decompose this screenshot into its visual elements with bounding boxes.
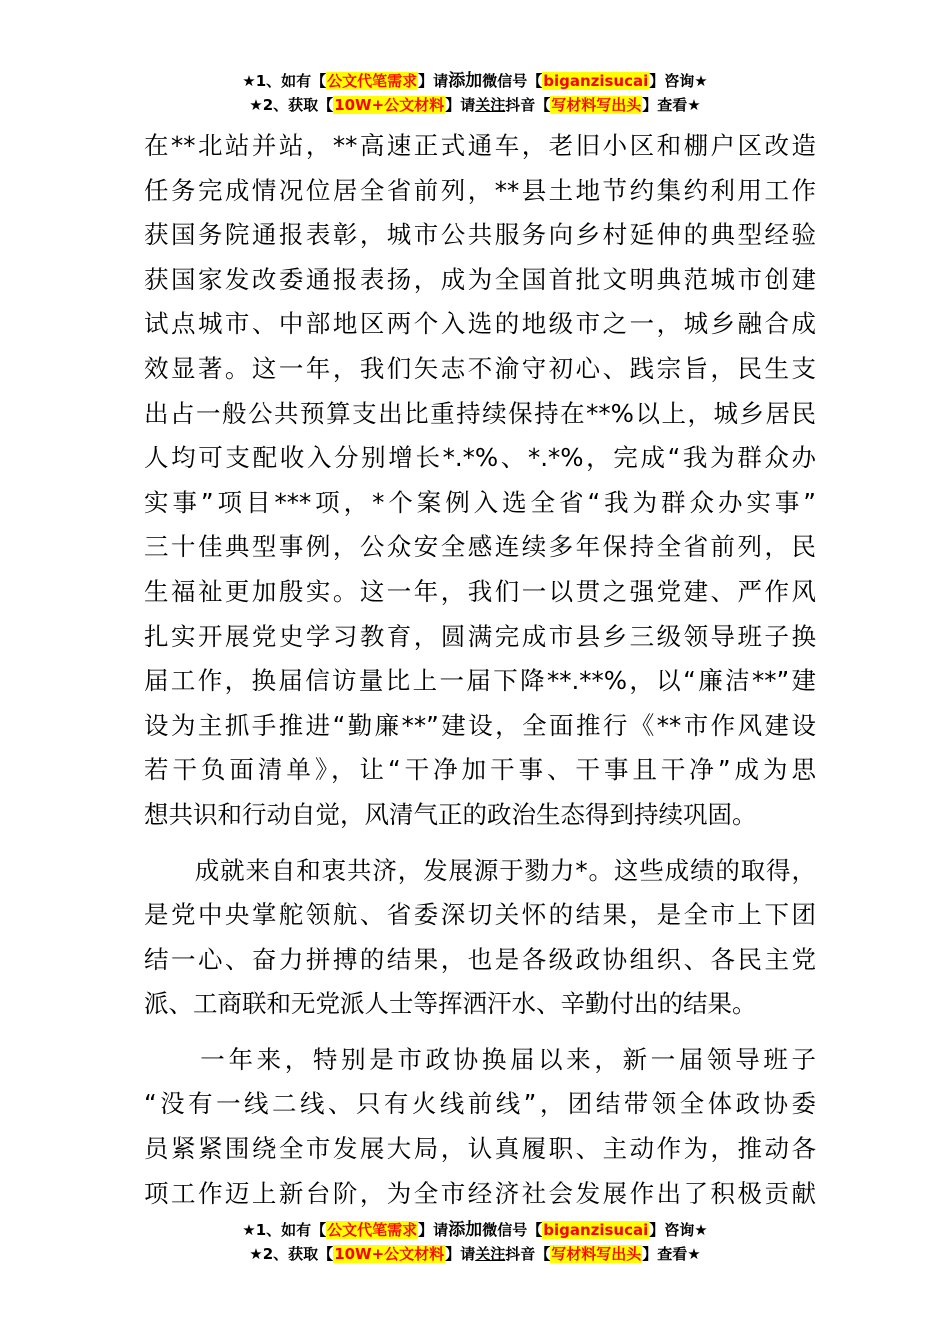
text-line: 结一心、奋力拼搏的结果，也是各级政协组织、各民主党 [144,944,816,974]
text-line: 试点城市、中部地区两个入选的地级市之一，城乡融合成 [144,309,816,339]
paragraph-spacing [144,1027,816,1038]
ad-banner-top-line2 [0,94,950,116]
text-line: 想共识和行动自觉，风清气正的政治生态得到持续巩固。 [144,799,757,829]
ad-highlight: 10W+公文材料 [334,96,445,114]
ad-banner-bottom-line2 [0,1243,950,1265]
ad-highlight: 公文代笔需求 [327,1221,418,1239]
text-line: 实事”项目***项，*个案例入选全省“我为群众办实事” [144,487,816,517]
ad-text: 微信号【 [482,1221,543,1239]
ad-emphasis: 关注 [475,96,506,114]
ad-text: 】请 [445,1245,476,1263]
text-line: 扎实开展党史学习教育，圆满完成市县乡三级领导班子换 [144,621,816,651]
ad-text: 】请 [445,96,476,114]
text-line: “没有一线二线、只有火线前线”，团结带领全体政协委 [144,1089,816,1119]
ad-highlight: 公文代笔需求 [327,72,418,90]
ad-text: 微信号【 [482,72,543,90]
text-line: 是党中央掌舵领航、省委深切关怀的结果，是全市上下团 [144,900,816,930]
text-line: 项工作迈上新台阶，为全市经济社会发展作出了积极贡献 [144,1178,816,1208]
ad-highlight: 写材料写出头 [551,1245,642,1263]
ad-text: 】请 [418,1221,449,1239]
text-line: 成就来自和衷共济，发展源于勠力*。这些成绩的取得， [144,855,816,885]
paragraph-1 [144,124,816,838]
paragraph-2 [144,849,816,1027]
ad-text: 】咨询★ [649,72,708,90]
paragraph-3 [144,1038,816,1216]
ad-text: ★2、获取【 [249,96,334,114]
ad-highlight: 写材料写出头 [551,96,642,114]
ad-highlight: biganzisucai [543,1221,649,1239]
text-line: 获国家发改委通报表扬，成为全国首批文明典范城市创建 [144,264,816,294]
text-line: 派、工商联和无党派人士等挥洒汗水、辛勤付出的结果。 [144,989,757,1019]
ad-text: 】咨询★ [649,1221,708,1239]
ad-text: 】查看★ [642,96,701,114]
ad-emphasis: 添加 [448,71,483,91]
text-line: 届工作，换届信访量比上一届下降**.**%，以“廉洁**”建 [144,666,816,696]
text-line: 获国务院通报表彰，城市公共服务向乡村延伸的典型经验 [144,220,816,250]
text-line: 在**北站并站，**高速正式通车，老旧小区和棚户区改造 [144,131,816,160]
paragraph-spacing [144,838,816,849]
ad-emphasis: 关注 [475,1245,506,1263]
ad-text: 】请 [418,72,449,90]
text-line: 三十佳典型事例，公众安全感连续多年保持全省前列，民 [144,532,816,562]
ad-text: ★2、获取【 [249,1245,334,1263]
text-line: 任务完成情况位居全省前列，**县土地节约集约利用工作 [144,175,816,205]
text-line: 人均可支配收入分别增长*.*%、*.*%，完成“我为群众办 [144,443,816,473]
ad-banner-bottom-line1 [0,1219,950,1241]
text-line: 员紧紧围绕全市发展大局，认真履职、主动作为，推动各 [144,1134,816,1164]
ad-emphasis: 添加 [448,1220,483,1240]
text-line: 出占一般公共预算支出比重持续保持在**%以上，城乡居民 [144,398,816,428]
text-line: 设为主抓手推进“勤廉**”建设，全面推行《**市作风建设 [144,710,816,740]
text-line: 生福祉更加殷实。这一年，我们一以贯之强党建、严作风 [144,576,816,606]
text-line: 一年来，特别是市政协换届以来，新一届领导班子 [144,1044,816,1074]
ad-text: 抖音【 [505,1245,551,1263]
ad-text: 抖音【 [505,96,551,114]
ad-highlight: 10W+公文材料 [334,1245,445,1263]
text-line: 效显著。这一年，我们矢志不渝守初心、践宗旨，民生支 [144,353,816,383]
ad-text: ★1、如有【 [242,72,327,90]
document-body [144,124,816,1216]
ad-text: ★1、如有【 [242,1221,327,1239]
ad-text: 】查看★ [642,1245,701,1263]
text-line: 若干负面清单》，让“干净加干事、干事且干净”成为思 [144,755,816,785]
ad-banner-top-line1 [0,70,950,92]
ad-highlight: biganzisucai [543,72,649,90]
